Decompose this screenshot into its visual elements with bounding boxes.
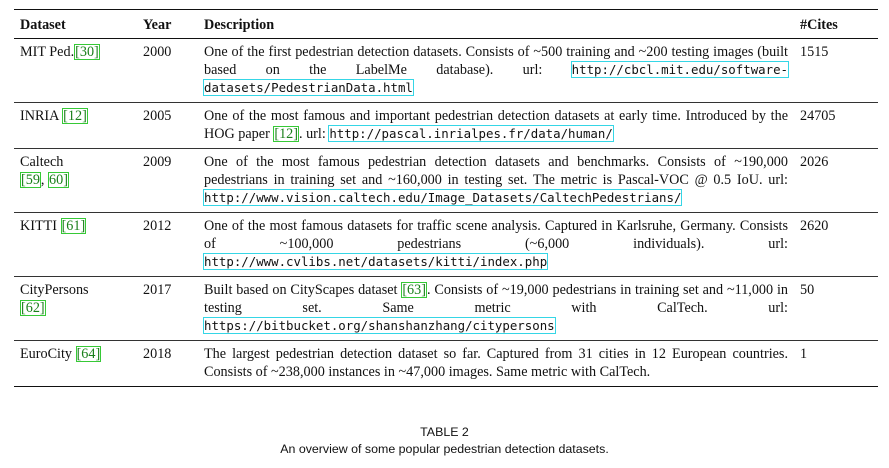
dataset-cell (14, 103, 137, 149)
table-row (14, 103, 878, 149)
url-link[interactable]: http://www.cvlibs.net/datasets/kitti/index.php (204, 254, 548, 269)
table-row (14, 277, 878, 341)
cites-cell: 50 (794, 277, 878, 341)
dataset-name: MIT Ped. (20, 44, 75, 60)
dataset-cell: Caltech [59, 60] (14, 149, 137, 213)
url-link[interactable]: http://cbcl.mit.edu/software-datasets/PedestrianData.html (204, 62, 788, 95)
url-link[interactable]: http://www.vision.caltech.edu/Image_Datasets/CaltechPedestrians/ (204, 190, 682, 205)
datasets-table-wrapper (14, 9, 878, 387)
citation-link[interactable]: [62] (21, 300, 45, 316)
year-cell: 2009 (137, 149, 198, 213)
table-row (14, 341, 878, 387)
year-cell: 2018 (137, 341, 198, 387)
citation-link[interactable]: [64] (76, 346, 101, 362)
citation-link[interactable]: [63] (402, 282, 426, 298)
description-text: One of the most famous and important pedestrian detection datasets at early time. Introduced by the HOG paper (204, 108, 788, 142)
dataset-cell (14, 39, 137, 103)
url-link[interactable]: https://bitbucket.org/shanshanzhang/citypersons (204, 318, 555, 333)
table-caption-text: An overview of some popular pedestrian detection datasets. (280, 442, 609, 456)
header-dataset: Dataset (14, 10, 137, 39)
citation-link[interactable]: [12] (274, 126, 298, 142)
description-cell (198, 213, 794, 277)
description-cell (198, 39, 794, 103)
citation-link[interactable]: 60] (49, 172, 68, 188)
cites-cell: 2620 (794, 213, 878, 277)
table-caption-label: TABLE 2 (420, 425, 469, 439)
dataset-cell (14, 341, 137, 387)
dataset-name: CityPersons (20, 282, 89, 298)
dataset-name: INRIA (20, 108, 59, 124)
dataset-name: Caltech (20, 154, 64, 170)
dataset-name: EuroCity (20, 346, 73, 362)
description-text: . url: (298, 126, 330, 142)
description-text: The largest pedestrian detection dataset so far. Captured from 31 cities in 12 European countries. Consists of ~238,000 instances in ~47,000 images. Same metric with CalTech. (204, 346, 788, 380)
dataset-name: KITTI (20, 218, 58, 234)
year-cell: 2000 (137, 39, 198, 103)
table-row (14, 149, 878, 213)
header-cites: #Cites (794, 10, 878, 39)
table-header-row (14, 10, 878, 39)
dataset-cell (14, 213, 137, 277)
description-cell (198, 103, 794, 149)
dataset-cell (14, 277, 137, 341)
citation-link[interactable]: [61] (61, 218, 86, 234)
description-cell (198, 341, 794, 387)
description-text: . Consists of ~19,000 pedestrians in training set and ~11,000 in testing set. Same metric with CalTech. url: (204, 282, 788, 316)
table-row (14, 213, 878, 277)
cites-cell: 1 (794, 341, 878, 387)
year-cell: 2012 (137, 213, 198, 277)
description-text: Built based on CityScapes dataset (204, 282, 402, 298)
cites-cell: 1515 (794, 39, 878, 103)
cites-cell: 2026 (794, 149, 878, 213)
citation-link[interactable]: [59 (21, 172, 40, 188)
cites-cell: 24705 (794, 103, 878, 149)
description-text: One of the first pedestrian detection datasets. Consists of ~500 training and ~200 testing images (built based on the LabelMe database). url: (204, 44, 788, 78)
year-cell: 2017 (137, 277, 198, 341)
description-cell (198, 149, 794, 213)
description-cell (198, 277, 794, 341)
citation-link[interactable]: [12] (63, 108, 87, 124)
year-cell: 2005 (137, 103, 198, 149)
url-link[interactable]: http://pascal.inrialpes.fr/data/human/ (329, 126, 613, 141)
citation-link[interactable]: [30] (75, 44, 99, 60)
datasets-table (14, 9, 878, 387)
description-text: One of the most famous datasets for traffic scene analysis. Captured in Karlsruhe, Germany. Consists of ~100,000 pedestrians (~6,000 individuals). url: (204, 218, 788, 252)
table-row (14, 39, 878, 103)
header-year: Year (137, 10, 198, 39)
description-text: One of the most famous pedestrian detection datasets and benchmarks. Consists of ~190,000 pedestrians in training set and ~160,000 in testing set. The metric is Pascal-VOC @ 0.5 IoU. url: (204, 154, 788, 188)
header-description: Description (198, 10, 794, 39)
